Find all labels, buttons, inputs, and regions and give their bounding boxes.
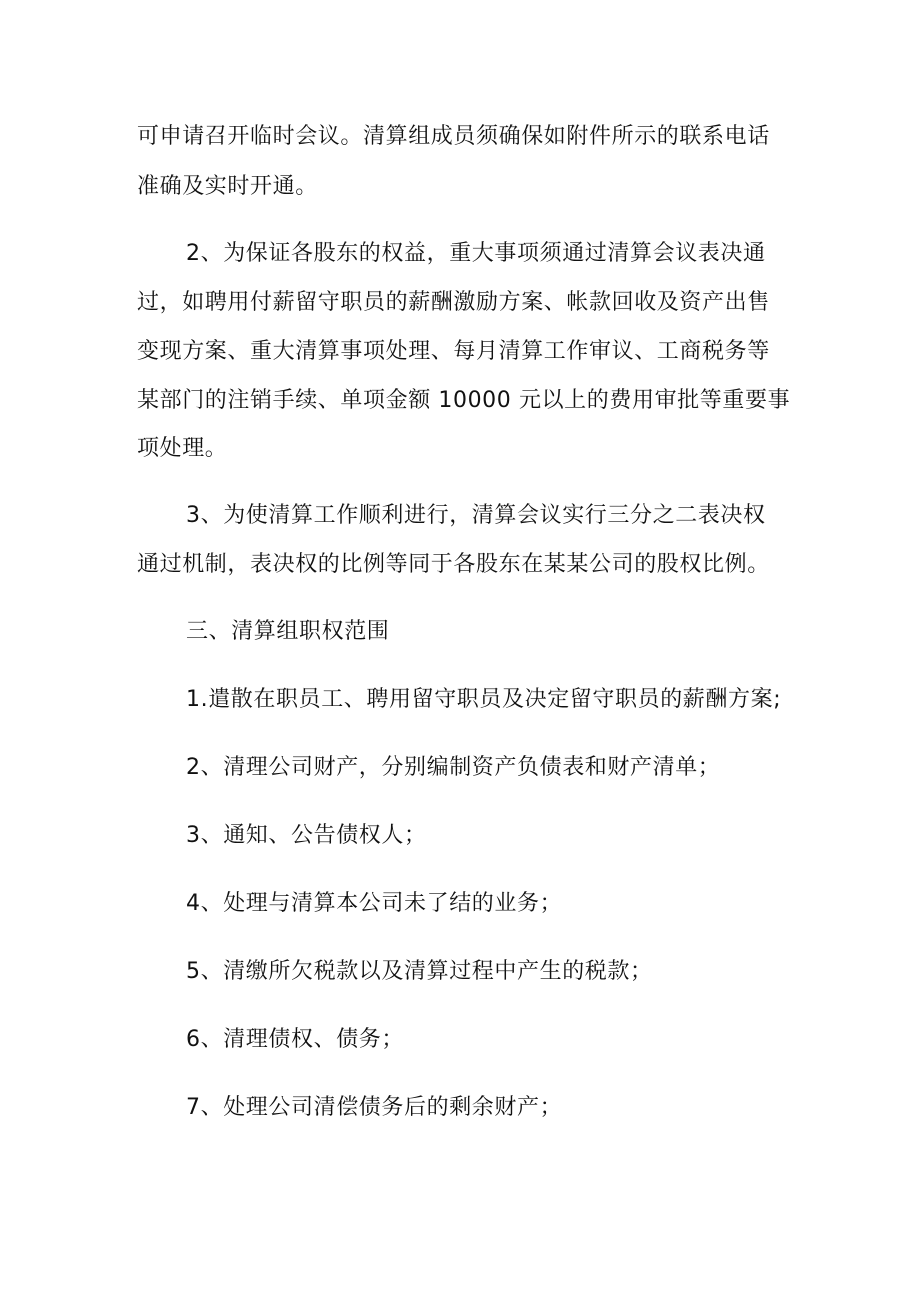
- paragraph-2-line-1: 2、为保证各股东的权益，重大事项须通过清算会议表决通: [186, 241, 766, 266]
- list-item-7: 7、处理公司清偿债务后的剩余财产；: [186, 1095, 563, 1120]
- paragraph-2-line-4: 某部门的注销手续、单项金额 10000 元以上的费用审批等重要事: [137, 388, 791, 413]
- list-item-3: 3、通知、公告债权人；: [186, 823, 427, 848]
- paragraph-3-line-1: 3、为使清算工作顺利进行，清算会议实行三分之二表决权: [186, 503, 766, 528]
- list-item-4: 4、处理与清算本公司未了结的业务；: [186, 891, 563, 916]
- paragraph-1-line-1: 可申请召开临时会议。清算组成员须确保如附件所示的联系电话: [137, 124, 770, 149]
- paragraph-2-line-2: 过，如聘用付薪留守职员的薪酬激励方案、帐款回收及资产出售: [137, 290, 770, 315]
- list-item-5: 5、清缴所欠税款以及清算过程中产生的税款；: [186, 959, 653, 984]
- paragraph-1-line-2: 准确及实时开通。: [137, 174, 318, 199]
- paragraph-3-line-2: 通过机制，表决权的比例等同于各股东在某某公司的股权比例。: [137, 552, 770, 577]
- paragraph-2-line-5: 项处理。: [137, 436, 228, 461]
- paragraph-2-line-3: 变现方案、重大清算事项处理、每月清算工作审议、工商税务等: [137, 339, 770, 364]
- section-heading: 三、清算组职权范围: [186, 619, 390, 644]
- list-item-6: 6、清理债权、债务；: [186, 1027, 404, 1052]
- list-item-1: 1.遣散在职员工、聘用留守职员及决定留守职员的薪酬方案;: [186, 687, 782, 712]
- list-item-2: 2、清理公司财产，分别编制资产负债表和财产清单；: [186, 755, 721, 780]
